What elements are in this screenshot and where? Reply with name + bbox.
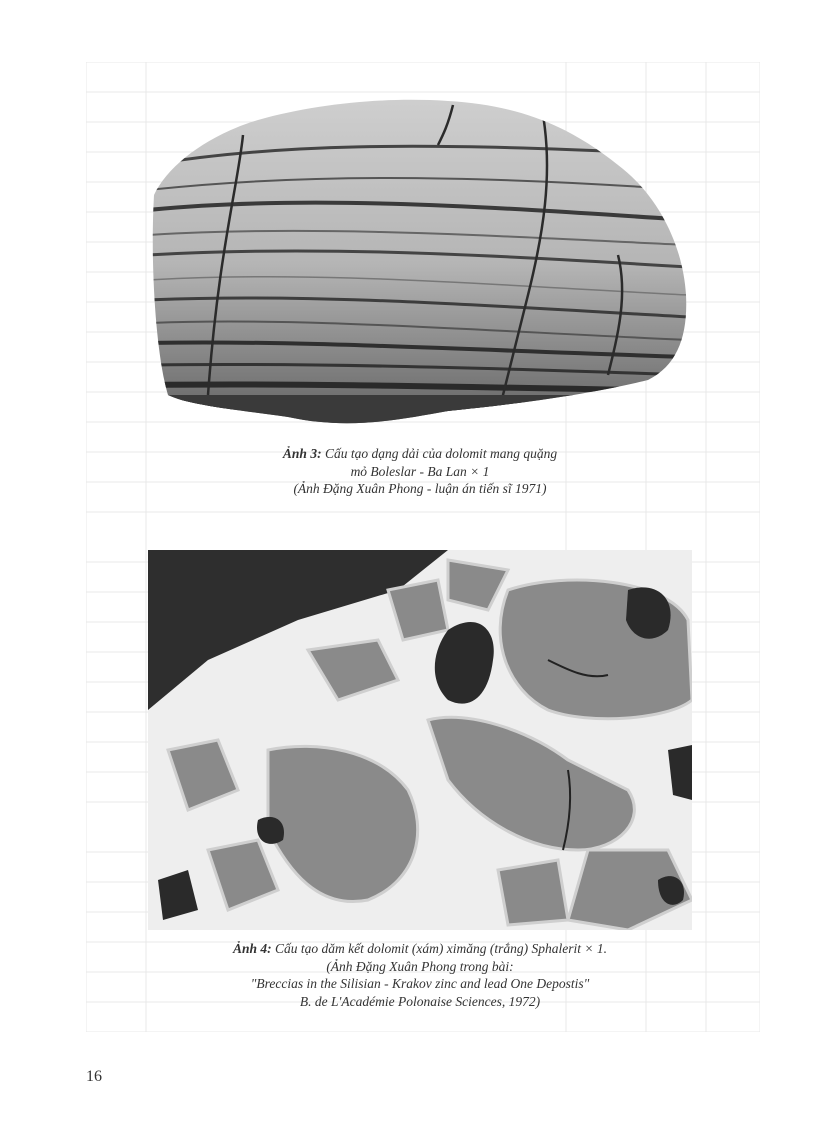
page-number: 16 xyxy=(86,1068,102,1085)
figure-1-caption-line2: mỏ Boleslar - Ba Lan × 1 xyxy=(350,463,490,479)
figure-1-caption-title xyxy=(140,445,700,463)
figure-2-credit-line2: "Breccias in the Silisian - Krakov zinc and lead One Depostis" xyxy=(250,976,590,991)
figure-1-caption xyxy=(140,445,700,498)
figure-2-credit-line3: B. de L'Académie Polonaise Sciences, 1972) xyxy=(299,993,541,1009)
figure-1-credit: (Ảnh Đặng Xuân Phong - luận án tiến sĩ 1971) xyxy=(293,481,547,496)
figure-1-caption-line1: Cấu tạo dạng dải của dolomit mang quặng xyxy=(324,446,558,461)
figure-2-credit-line1: (Ảnh Đặng Xuân Phong trong bài: xyxy=(326,958,514,974)
figure-1-label: Ảnh 3: xyxy=(282,446,322,461)
photo-banded-dolomite xyxy=(148,95,688,433)
figure-2-caption-title xyxy=(140,940,700,958)
figure-2-caption-line1: Cấu tạo dăm kết dolomit (xám) ximăng (trắng) Sphalerit × 1. xyxy=(275,941,607,956)
figure-2-caption xyxy=(140,940,700,1010)
figure-2-label: Ảnh 4: xyxy=(233,941,272,956)
photo-dolomite-breccia xyxy=(148,550,692,930)
